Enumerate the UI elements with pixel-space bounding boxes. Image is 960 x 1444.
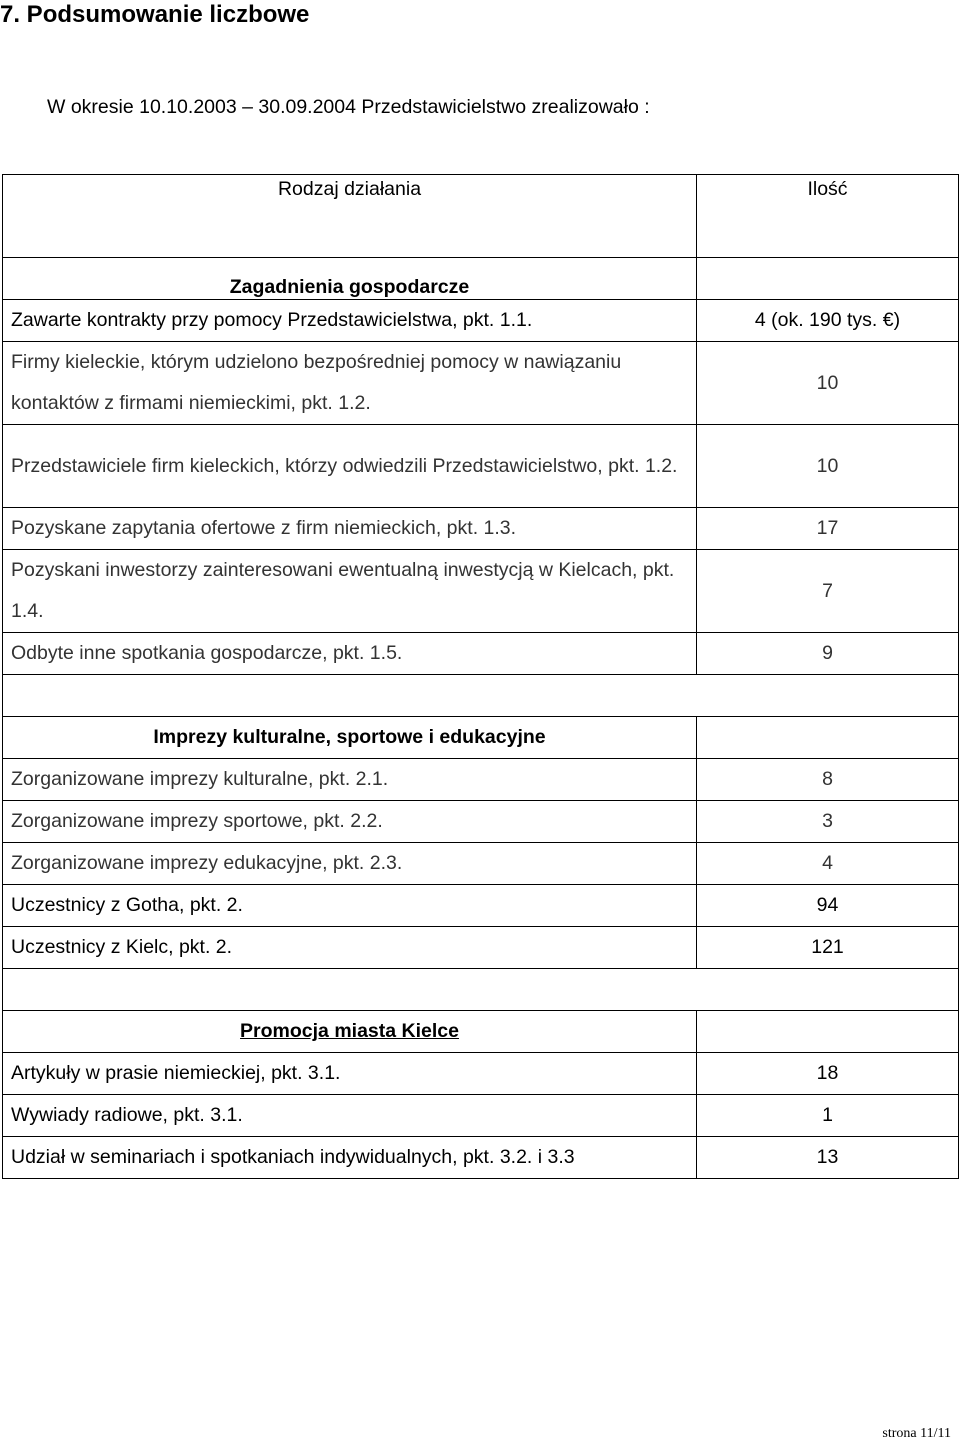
section-title: Promocja miasta Kielce (3, 1011, 697, 1053)
table-header-row (3, 175, 959, 258)
row-label: Zorganizowane imprezy kulturalne, pkt. 2.1. (3, 759, 697, 801)
row-label: Zorganizowane imprezy sportowe, pkt. 2.2. (3, 801, 697, 843)
table-row (3, 550, 959, 633)
row-label: Pozyskani inwestorzy zainteresowani ewentualną inwestycją w Kielcach, pkt. 1.4. (3, 550, 697, 633)
row-value: 8 (697, 759, 959, 801)
table-row (3, 1137, 959, 1179)
intro-text: W okresie 10.10.2003 – 30.09.2004 Przedstawicielstwo zrealizowało : (47, 96, 650, 118)
table-row (3, 843, 959, 885)
section-title-row (3, 717, 959, 759)
section-title: Zagadnienia gospodarcze (3, 258, 697, 300)
table-row (3, 508, 959, 550)
table-row (3, 885, 959, 927)
row-label: Pozyskane zapytania ofertowe z firm niemieckich, pkt. 1.3. (3, 508, 697, 550)
row-value: 121 (697, 927, 959, 969)
spacer-row (3, 969, 959, 1011)
section-title-row (3, 258, 959, 300)
row-label: Zawarte kontrakty przy pomocy Przedstawicielstwa, pkt. 1.1. (3, 300, 697, 342)
col-header-activity: Rodzaj działania (3, 175, 697, 258)
row-value: 18 (697, 1053, 959, 1095)
row-label: Odbyte inne spotkania gospodarcze, pkt. 1.5. (3, 633, 697, 675)
table-row (3, 927, 959, 969)
row-value: 10 (697, 342, 959, 425)
row-value: 4 (ok. 190 tys. €) (697, 300, 959, 342)
table-row (3, 300, 959, 342)
row-label: Uczestnicy z Gotha, pkt. 2. (3, 885, 697, 927)
table-row (3, 425, 959, 508)
table-row (3, 801, 959, 843)
page-number: strona 11/11 (882, 1426, 951, 1441)
row-value: 1 (697, 1095, 959, 1137)
row-value: 7 (697, 550, 959, 633)
col-header-quantity: Ilość (697, 175, 959, 258)
row-label: Udział w seminariach i spotkaniach indywidualnych, pkt. 3.2. i 3.3 (3, 1137, 697, 1179)
row-value: 10 (697, 425, 959, 508)
spacer-row (3, 675, 959, 717)
row-value: 17 (697, 508, 959, 550)
row-value: 4 (697, 843, 959, 885)
row-label: Artykuły w prasie niemieckiej, pkt. 3.1. (3, 1053, 697, 1095)
row-label: Uczestnicy z Kielc, pkt. 2. (3, 927, 697, 969)
table-row (3, 1095, 959, 1137)
row-value: 9 (697, 633, 959, 675)
table-row (3, 759, 959, 801)
table-row (3, 1053, 959, 1095)
row-label: Firmy kieleckie, którym udzielono bezpośredniej pomocy w nawiązaniu kontaktów z firmami niemieckimi, pkt. 1.2. (3, 342, 697, 425)
summary-table (2, 174, 959, 1179)
row-value: 3 (697, 801, 959, 843)
row-label: Wywiady radiowe, pkt. 3.1. (3, 1095, 697, 1137)
row-label: Przedstawiciele firm kieleckich, którzy odwiedzili Przedstawicielstwo, pkt. 1.2. (3, 425, 697, 508)
section-title-row (3, 1011, 959, 1053)
section-heading: 7. Podsumowanie liczbowe (0, 1, 310, 28)
row-label: Zorganizowane imprezy edukacyjne, pkt. 2.3. (3, 843, 697, 885)
table-row (3, 633, 959, 675)
row-value: 94 (697, 885, 959, 927)
table-row (3, 342, 959, 425)
section-title: Imprezy kulturalne, sportowe i edukacyjne (3, 717, 697, 759)
row-value: 13 (697, 1137, 959, 1179)
